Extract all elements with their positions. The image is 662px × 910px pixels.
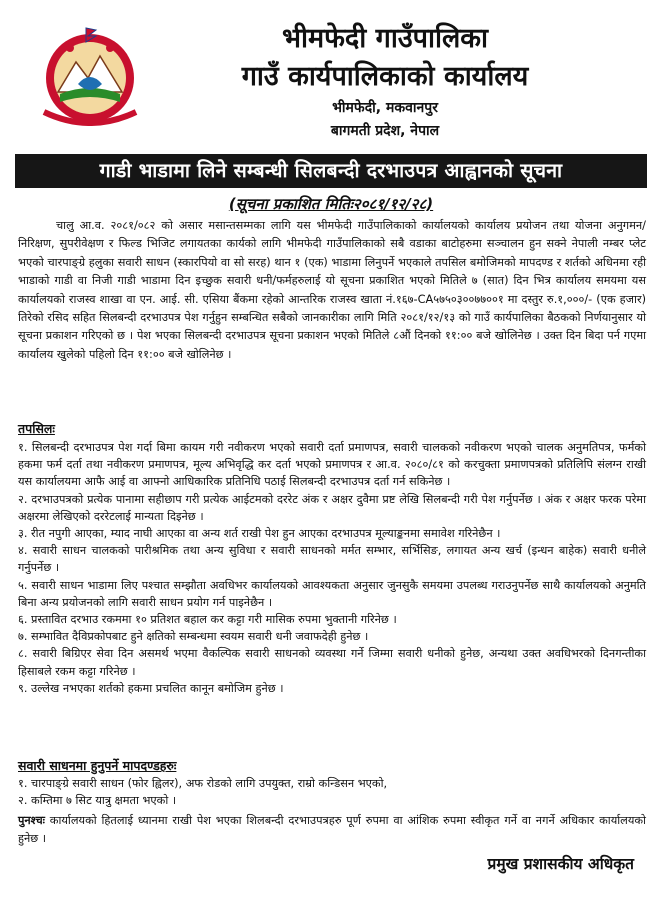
requirements-list xyxy=(18,775,646,809)
conditions-heading: तपसिलः xyxy=(18,421,55,436)
postscript-note xyxy=(18,812,646,849)
notice-title: गाडी भाडामा लिने सम्बन्धी सिलबन्दी दरभाउपत्र आह्वानको सूचना xyxy=(15,154,647,188)
municipality-name: भीमफेदी गाउँपालिका xyxy=(281,23,488,54)
office-name: गाउँ कार्यपालिकाको कार्यालय xyxy=(241,61,529,92)
list-item: २. कम्तिमा ७ सिट यात्रु क्षमता भएको । xyxy=(18,794,177,808)
list-item: ४. सवारी साधन चालकको पारीश्रमिक तथा अन्य सुविधा र सवारी साधनको मर्मत सम्भार, सर्भिसिङ, लगायत अन्य खर्च (इन्धन बाहेक) सवारी धनीले गर्नुपर्नेछ । xyxy=(18,544,646,575)
published-date: (सूचना प्रकाशित मितिः२०८१/१२/२८) xyxy=(228,195,434,213)
list-item: ६. प्रस्तावित दरभाउ रकममा १० प्रतिशत बहाल कर कट्टा गरी मासिक रुपमा भुक्तानी गरिनेछ । xyxy=(18,613,397,627)
requirements-heading: सवारी साधनमा हुनुपर्ने मापदण्डहरुः xyxy=(18,758,177,773)
list-item: ९. उल्लेख नभएका शर्तको हकमा प्रचलित कानून बमोजिम हुनेछ । xyxy=(18,681,284,695)
address-line-1: भीमफेदी, मकवानपुर xyxy=(332,100,438,116)
list-item: ३. रीत नपुगी आएका, म्याद नाघी आएका वा अन्य शर्त राखी पेश हुन आएका दरभाउपत्र मूल्याङ्कनमा समावेश गरिनेछैन । xyxy=(18,527,501,541)
list-item: ८. सवारी बिग्रिएर सेवा दिन असमर्थ भएमा वैकल्पिक सवारी साधनको व्यवस्था गर्ने जिम्मा सवारी धनीको हुनेछ, अन्यथा उक्त अवधिभरको दिनगन्तीका हिसाबले रकम कट्टा गरिनेछ । xyxy=(18,647,646,678)
conditions-list xyxy=(18,439,646,697)
list-item: १. चारपाङ्ग्रे सवारी साधन (फोर ह्विलर), अफ रोडको लागि उपयुक्त, राम्रो कन्डिसन भएको, xyxy=(18,777,388,790)
list-item: ७. सम्भावित दैविप्रकोपबाट हुने क्षतिको सम्बन्धमा स्वयम सवारी धनी जवाफदेही हुनेछ । xyxy=(18,630,369,644)
list-item: ५. सवारी साधन भाडामा लिए पश्चात सम्झौता अवधिभर कार्यालयको आवश्यकता अनुसार जुनसुकै समयमा उपलब्ध गराउनुपर्नेछ साथै कार्यालयको अनुमति बिना अन्य प्रयोजनको लागि सवारी साधन प्रयोग गर्न पाइनेछैन । xyxy=(18,578,646,609)
address-line-2: बागमती प्रदेश, नेपाल xyxy=(330,123,440,139)
signature-title: प्रमुख प्रशासकीय अधिकृत xyxy=(487,855,634,873)
list-item: १. सिलबन्दी दरभाउपत्र पेश गर्दा बिमा कायम गरी नवीकरण भएको सवारी दर्ता प्रमाणपत्र, सवारी चालकको नवीकरण भएको चालक अनुमतिपत्र, फर्मको हकमा फर्म दर्ता तथा नवीकरण प्रमाणपत्र, मूल्य अभिवृद्धि कर दर्ता भएको प्रमाणपत्र र आ.व. २०८०/८१ को करचुक्ता प्रमाणपत्रको प्रतिलिपि संलग्न राखी यस कार्यालयमा आफै आई वा आफ्नो आधिकारिक प्रतिनिधि पठाई सिलबन्दी दरभाउपत्र दर्ता गर्न सकिनेछ । xyxy=(18,441,646,489)
postscript-label: पुनश्चः xyxy=(18,814,45,827)
intro-paragraph: चालु आ.व. २०८१/०८२ को असार मसान्तसम्मका लागि यस भीमफेदी गाउँपालिकाको कार्यालयको कार्यालय प्रयोजन तथा योजना अनुगमन/निरिक्षण, सुपरीवेक्षण र फिल्ड भिजिट लगायतका कार्यको लागि भीमफेदी गाउँपालिकाको सबै वडाका बाटोहरुमा सञ्चालन हुन सक्ने नेपाली नम्बर प्लेट भएको चारपाङ्ग्रे हलुका सवारी साधन (स्कारपियो वा सो सरह) थान १ (एक) भाडामा लिनुपर्ने भएकाले तपसिल बमोजिमको मापदण्ड र शर्तको अधिनमा रही भाडाको गाडी वा निजी गाडी भाडामा दिन इच्छुक सवारी धनी/फर्महरुलाई यो सूचना प्रकाशित भएको मितिले ७ (सात) दिन भित्र कार्यालय समयमा यस कार्यालयको राजस्व शाखा वा एन. आई. सी. एसिया बैंकमा रहेको आन्तरिक राजस्व खाता नं.१६७-CA५७५०३००७७००१ मा दस्तुर रु.१,०००/- (एक हजार) तिरेको रसिद सहित सिलबन्दी दरभाउपत्र पेश गर्नुहुन सम्बन्धित सबैको जानकारीका लागि मिति २०८१/१२/१३ को गाउँ कार्यपालिका बैठकको निर्णयानुसार यो सूचना प्रकाशन गरिएको छ । पेश भएका सिलबन्दी दरभाउपत्र सूचना प्रकाशन भएको मितिले ८औं दिनको ११:०० बजे खोलिनेछ । उक्त दिन बिदा पर्न गएमा कार्यालय खुलेको पहिलो दिन ११:०० बजे खोलिनेछ । xyxy=(18,219,646,361)
list-item: २. दरभाउपत्रको प्रत्येक पानामा सहीछाप गरी प्रत्येक आईटमको दररेट अंक र अक्षर दुवैमा प्रष्ट लेखि सिलबन्दी गरी पेश गर्नुपर्नेछ । अंक र अक्षर फरक परेमा अक्षरमा लेखिएको दररेटलाई मान्यता दिइनेछ । xyxy=(18,492,646,523)
nepal-government-emblem-icon xyxy=(36,22,144,126)
postscript-text: कार्यालयको हितलाई ध्यानमा राखी पेश भएका शिलबन्दी दरभाउपत्रहरु पूर्ण रुपमा वा आंशिक रुपमा स्वीकृत गर्ने वा नगर्ने अधिकार कार्यालयको हुनेछ । xyxy=(18,814,646,846)
